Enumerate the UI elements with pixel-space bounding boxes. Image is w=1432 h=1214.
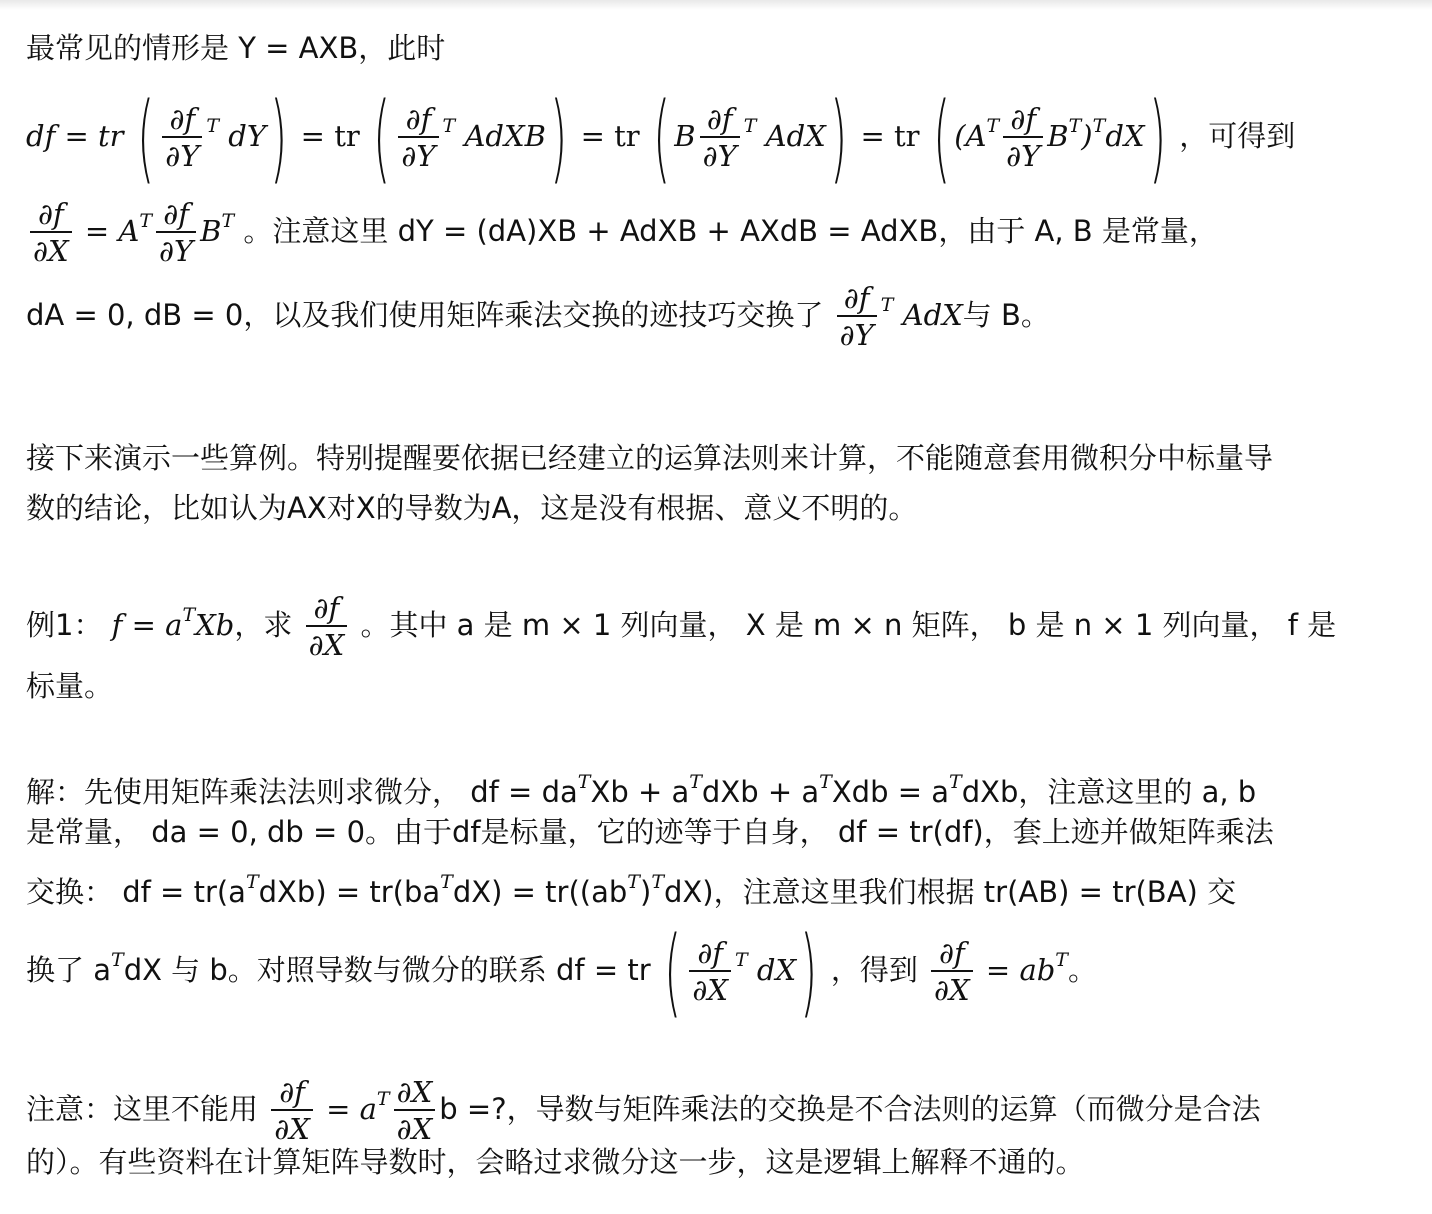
math-text: ) — [639, 875, 652, 909]
math-text: ∂X — [274, 1112, 310, 1146]
math-text: ，求 — [234, 608, 293, 642]
math-text: AdXB — [464, 119, 546, 153]
math-text: ∂X — [308, 628, 345, 662]
math-text: ∂Y — [159, 234, 194, 268]
math-text: = tr — [300, 119, 360, 153]
superscript: T — [206, 115, 220, 137]
math-text: ∂f — [162, 102, 202, 138]
superscript: T — [1055, 949, 1068, 971]
superscript: T — [627, 871, 640, 893]
math-text: = ab — [985, 953, 1056, 987]
math-text: Xdb = a — [831, 775, 950, 809]
math-text: ) — [830, 82, 847, 194]
math-text: ) — [270, 82, 288, 194]
note-line2 — [26, 1142, 1085, 1182]
fraction — [398, 102, 438, 174]
fraction — [162, 102, 202, 174]
fraction — [306, 591, 348, 663]
math-text: ∂f — [398, 102, 438, 138]
math-text: 交换： df = tr(a — [26, 875, 246, 909]
superscript: T — [1092, 115, 1106, 137]
paren: ( — [137, 82, 154, 194]
math-text: ∂X — [33, 234, 69, 268]
math-text: 标量。 — [26, 669, 114, 703]
math-text: 数的结论，比如认为AX对X的导数为A，这是没有根据、意义不明的。 — [26, 491, 918, 525]
math-text: f = a — [111, 608, 183, 642]
math: df = tr — [26, 119, 124, 153]
math-text: dXb，注意这里的 a, b — [961, 775, 1257, 809]
math-text: ，得到 — [830, 953, 918, 987]
math-text: 。其中 a 是 m × 1 列向量， X 是 m × n 矩阵， b 是 n × 1 列向量， f 是 — [360, 608, 1337, 642]
math-text: B — [674, 119, 696, 153]
sec1-line1 — [26, 28, 445, 68]
sec1-line4 — [26, 260, 1050, 350]
math-text: ∂f — [156, 197, 196, 233]
math-text: ∂X — [934, 973, 970, 1007]
superscript: T — [743, 115, 757, 137]
math-text: b =?，导数与矩阵乘法的交换是不合法则的运算（而微分是合法 — [439, 1092, 1261, 1126]
superscript: T — [735, 949, 748, 971]
math-text: ∂f — [1003, 102, 1043, 138]
math-text: 接下来演示一些算例。特别提醒要依据已经建立的运算法则来计算，不能随意套用微积分中标量导 — [26, 441, 1274, 475]
superscript: T — [577, 771, 591, 793]
math-text: ∂X — [394, 1075, 436, 1111]
fraction — [689, 936, 731, 1008]
math-text: AdX — [765, 119, 826, 153]
math-text: ∂Y — [839, 318, 874, 352]
text: 。注意这里 dY = (dA)XB + AdXB + AXdB = AdXB，由于 A, B 是常量， — [243, 214, 1218, 248]
math-text: ∂f — [931, 936, 973, 972]
math-text: 与 B。 — [962, 298, 1050, 332]
math-text: dX)，注意这里我们根据 tr(AB) = tr(BA) 交 — [664, 875, 1237, 909]
superscript: T — [949, 771, 962, 793]
sec1-line3 — [26, 176, 1218, 266]
math-text: ∂Y — [1006, 139, 1041, 173]
superscript: T — [182, 604, 196, 626]
math-text: ( — [653, 82, 670, 194]
math-text: Xb + a — [590, 775, 690, 809]
math-text: ) — [550, 82, 568, 194]
math-text: ) — [800, 916, 818, 1028]
fraction — [837, 281, 877, 353]
example-label: 例1： — [26, 608, 103, 642]
math-text: = tr — [580, 119, 640, 153]
fraction — [700, 102, 740, 174]
math-text: dX 与 b。对照导数与微分的联系 df = tr — [123, 953, 651, 987]
math-text: = tr — [860, 119, 920, 153]
sec2-line2 — [26, 488, 917, 528]
text: dA = 0, dB = 0，以及我们使用矩阵乘法交换的迹技巧交换了 — [26, 298, 824, 332]
math-text: ∂f — [689, 936, 731, 972]
solution-line2 — [26, 812, 1274, 852]
math-text: (A — [954, 119, 987, 153]
math-text: 。 — [1067, 953, 1097, 987]
math-text: ∂Y — [702, 139, 737, 173]
math-text: 换了 a — [26, 953, 111, 987]
math-text: ( — [664, 916, 682, 1028]
math-text: 注意：这里不能用 — [26, 1092, 259, 1126]
superscript: T — [880, 294, 894, 316]
superscript: T — [986, 115, 1000, 137]
math-text: B — [1047, 119, 1069, 153]
example1-line1 — [26, 570, 1336, 660]
solution-line4 — [26, 910, 1097, 1028]
superscript: T — [440, 871, 453, 893]
superscript: T — [376, 1088, 390, 1110]
text: ，可得到 — [1179, 119, 1296, 153]
math-text: ∂f — [700, 102, 740, 138]
math-text: ∂Y — [165, 139, 200, 173]
math-text: ∂f — [837, 281, 877, 317]
sec2-line1 — [26, 438, 1273, 478]
math-text: ) — [1081, 119, 1093, 153]
fraction — [1003, 102, 1043, 174]
math-text: ∂f — [271, 1075, 313, 1111]
fraction — [30, 197, 72, 269]
sec1-equation — [26, 76, 1296, 194]
note-line1 — [26, 1054, 1261, 1144]
superscript: T — [1068, 115, 1082, 137]
fraction — [156, 197, 196, 269]
solution-line1 — [26, 762, 1256, 812]
superscript: T — [221, 210, 235, 232]
math-text: ∂X — [396, 1112, 433, 1146]
math-text: dXb) = tr(ba — [258, 875, 441, 909]
math-text: dXb + a — [701, 775, 820, 809]
math-text: = A — [84, 214, 140, 248]
math-text: ) — [1148, 82, 1166, 194]
math-text: dX) = tr((ab — [452, 875, 628, 909]
math-text: 解：先使用矩阵乘法法则求微分， df = da — [26, 775, 578, 809]
superscript: T — [651, 871, 664, 893]
math-text: ∂f — [30, 197, 72, 233]
math-text: AdX — [902, 298, 963, 332]
superscript: T — [689, 771, 702, 793]
math-text: B — [200, 214, 222, 248]
text: 最常见的情形是 Y = AXB，此时 — [26, 31, 446, 65]
superscript: T — [139, 210, 153, 232]
math-text: ∂f — [306, 591, 348, 627]
math-text: 是常量， da = 0, db = 0。由于df是标量，它的迹等于自身， df = tr(df)，套上迹并做矩阵乘法 — [26, 815, 1274, 849]
math-text: dY — [228, 119, 266, 153]
solution-line3 — [26, 862, 1236, 912]
superscript: T — [819, 771, 832, 793]
math-text: ( — [373, 82, 391, 194]
superscript: T — [245, 871, 259, 893]
math-text: dX — [756, 953, 797, 987]
math-text: = a — [326, 1092, 377, 1126]
example1-line2 — [26, 666, 113, 706]
fraction — [394, 1075, 436, 1147]
superscript: T — [442, 115, 456, 137]
math-text: ∂X — [692, 973, 729, 1007]
fraction — [931, 936, 973, 1008]
math-text: Xb — [195, 608, 235, 642]
math-text: 的）。有些资料在计算矩阵导数时，会略过求微分这一步，这是逻辑上解释不通的。 — [26, 1145, 1085, 1179]
math-text: dX — [1105, 119, 1145, 153]
fraction — [271, 1075, 313, 1147]
superscript: T — [111, 949, 124, 971]
math-text: ∂Y — [401, 139, 436, 173]
math-text: ( — [933, 82, 950, 194]
